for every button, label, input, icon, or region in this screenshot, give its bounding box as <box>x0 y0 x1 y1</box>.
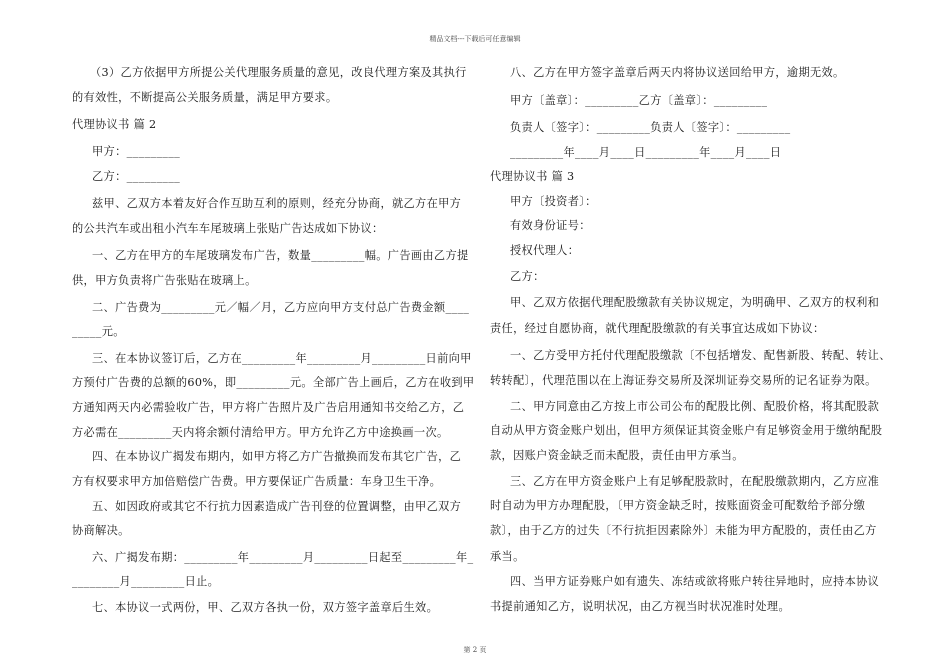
text-line: 款〕，由于乙方的过失〔不行抗拒因素除外〕未能为甲方配股的，责任由乙方 <box>490 524 877 537</box>
text-line: 书提前通知乙方，说明状况，由乙方视当时状况准时处理。 <box>490 600 790 613</box>
text-line: 方预付广告费的总额的60%，即_________元。全部广告上画后，乙方在收到甲 <box>72 376 475 389</box>
text-line: 方必需在_________天内将余额付清给甲方。甲方允许乙方中途换画一次。 <box>72 426 449 439</box>
text-line: 代理协议书 篇 3 <box>490 170 575 183</box>
text-line: 八、乙方在甲方签字盖章后两天内将协议送回给甲方，逾期无效。 <box>510 66 845 79</box>
text-line: 二、广告费为_________元／幅／月，乙方应向甲方支付总广告费金额____ <box>92 301 470 314</box>
text-line: 代理协议书 篇 2 <box>72 118 157 131</box>
text-line: 自动从甲方资金账户划出，但甲方须保证其资金账户有足够资金用于缴纳配股 <box>490 424 883 437</box>
text-line: 二、甲方同意由乙方按上市公司公布的配股比例、配股价格，将其配股款 <box>510 400 880 413</box>
text-line: 时自动为甲方办理配股，〔甲方资金缺乏时，按账面资金可配数给予部分缴 <box>490 499 866 512</box>
text-line: 一、乙方受甲方托付代理配股缴款〔不包括增发、配售新股、转配、转让、 <box>510 349 891 362</box>
text-line: 授权代理人： <box>510 244 580 257</box>
page-header: 精品文档---下载后可任意编辑 <box>429 35 521 43</box>
text-line: 四、在本协议广揭发布期内，如甲方将乙方广告撤换而发布其它广告，乙 <box>92 450 462 463</box>
text-line: 方通知两天内必需验收广告，甲方将广告照片及广告启用通知书交给乙方，乙 <box>72 401 465 414</box>
text-line: 方有权要求甲方加倍赔偿广告费。甲方要保证广告质量：车身卫生干净。 <box>72 475 442 488</box>
text-line: 兹甲、乙双方本着友好合作互助互利的原则，经充分协商，就乙方在甲方 <box>92 197 462 210</box>
text-line: 甲方〔投资者〕： <box>510 195 597 208</box>
text-line: 转转配〕，代理范围以在上海证券交易所及深圳证券交易所的记名证券为限。 <box>490 374 877 387</box>
text-line: 四、当甲方证券账户如有遗失、冻结或欲将账户转往异地时，应持本协议 <box>510 575 880 588</box>
text-line: 甲方：_________ <box>92 145 181 158</box>
text-line: 六、广揭发布期：_________年_________月_________日起至_________年_ <box>92 551 474 564</box>
page-number: 第 2 页 <box>463 646 487 654</box>
text-line: 有效身份证号： <box>510 219 591 232</box>
text-line: 三、乙方在甲方资金账户上有足够配股款时，在配股缴款期内，乙方应准 <box>510 475 880 488</box>
text-line: _____元。 <box>72 325 125 338</box>
text-line: （3）乙方依据甲方所提公关代理服务质量的意见，改良代理方案及其执行 <box>90 66 467 79</box>
text-line: 负责人〔签字〕：_________负责人〔签字〕：_________ <box>510 121 791 134</box>
text-line: 的有效性，不断提高公关服务质量，满足甲方要求。 <box>72 91 338 104</box>
text-line: 七、本协议一式两份，甲、乙双方各执一份，双方签字盖章后生效。 <box>92 601 439 614</box>
text-line: 甲、乙双方依据代理配股缴款有关协议规定，为明确甲、乙双方的权利和 <box>510 296 880 309</box>
text-line: 协商解决。 <box>72 524 130 537</box>
text-line: 供，甲方负责将广告张贴在玻璃上。 <box>72 274 257 287</box>
text-line: 款，因账户资金缺乏而未配股，责任由甲方承当。 <box>490 449 744 462</box>
text-line: 的公共汽车或出租小汽车车尾玻璃上张贴广告达成如下协议： <box>72 222 384 235</box>
text-line: 五、如因政府或其它不行抗力因素造成广告刊登的位置调整，由甲乙双方 <box>92 500 462 513</box>
text-line: 三、在本协议签订后，乙方在_________年_________月_________日前向甲 <box>92 352 472 365</box>
text-line: 乙方：_________ <box>92 170 181 183</box>
text-line: ________月_________日止。 <box>72 575 220 588</box>
text-line: 责任，经过自愿协商，就代理配股缴款的有关事宜达成如下协议： <box>490 322 825 335</box>
text-line: 承当。 <box>490 550 525 563</box>
text-line: 乙方： <box>510 270 545 283</box>
text-line: 甲方〔盖章〕：_________乙方〔盖章〕：_________ <box>510 94 768 107</box>
text-line: 一、乙方在甲方的车尾玻璃发布广告，数量_________幅。广告画由乙方提 <box>92 249 469 262</box>
text-line: _________年____月____日_________年____月____日 <box>510 146 782 159</box>
